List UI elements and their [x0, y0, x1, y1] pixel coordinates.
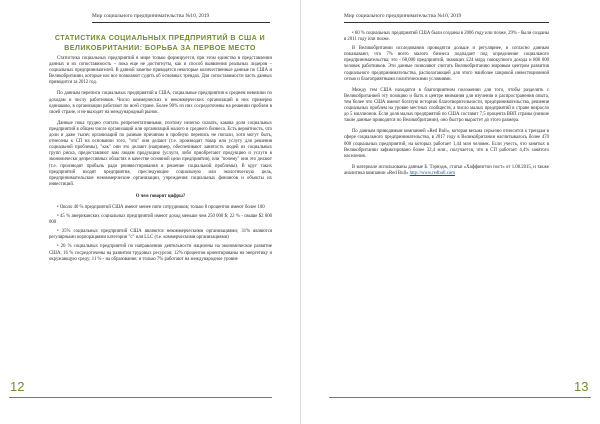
page-number: 13 — [574, 379, 589, 394]
right-page — [300, 0, 600, 424]
paragraph: Данные пока трудно считать репрезентативными, поэтому нелегко сказать, какова доля социальных предприятий в общем числе организаций или организаций малого и среднего бизнеса. Есть вероятность, что доли и даже тысяч организаций по разным причинам в пробную перепись не попали, хотя могут быть, отнесены к СП на основании того, "что" они делают (т.е. производят товар или услугу для решения социальной проблемы), "как" они это делают (например, обеспечивают занятость людей из социальных групп риска, предоставляют вам людям продукцию (услуги, либо приобретают продукцию и услуги в экономически депрессивных областях в качестве основной цели предприятия), или "почему" они это делают (т.е. производят прибыль ради реинвестирования в решение социальной проблемы). В круг таких предприятий входят предприятия, преследующие социальную или экологическую цель, предпринимательские некоммерческие организации, учреждения социальных финансов и объекты их инвестиций. — [49, 120, 272, 187]
header-rule — [344, 22, 549, 23]
footer-rule — [9, 397, 272, 398]
source-link[interactable]: http://www.redbull.com — [409, 170, 455, 176]
page-number: 12 — [10, 379, 25, 394]
running-header: Мир социального предпринимательства №10, 2019 — [92, 13, 210, 19]
paragraph: По данным приводимым компанией «Red Bull», которая весьма серьезно относится к трендам в сфере социального предпринимательства, в 2017 году в Великобритании насчитывалось более 470 000 социальных предприятий, на которых работает 1,44 млн человек. Если учесть, что занятых в Великобритании зафиксировано более 32,4 млн., получается, что в СП работает 4,4% занятого населения. — [344, 129, 549, 159]
left-text-column — [49, 56, 272, 266]
header-rule — [92, 22, 270, 23]
paragraph: В Великобритании исследования проводятся дольше и регулярнее, и согласно данным показывают, что 7% всего малого бизнеса подпадает под определение социального предпринимательства; это - 68,000 предприятий, знающих £24 млрд совокупного дохода и 800 000 человек работников. Эти данные позволяют считать Великобританию мировым центром развития социального предпринимательства, располагающей для этого наиболее широкой инвестиционной сетью и благоприятными политическими условиями. — [344, 46, 549, 82]
bullet-item: • 35% социальных предприятий США являются некоммерческими организациями; 31% являются регулярными корпорациями категории "c" или LLC (т.е. коммерческими организациями) — [49, 229, 272, 241]
paragraph: Между тем США находятся в благоприятном положении для того, чтобы разделить с Великобританией эту позицию и быть в центре внимания для изучения и распространения опыта, тем более что США имеют богатую историю благотворительности, предпринимательства, решения социальных проблем на уровне местных сообществ, а число малых предприятий в стране возросло до 5 миллионов. Если доля малых предприятий по США составит 7,5 процента ВВП страны (низкие такие данные приводятся по Великобритании), оно быстро вырастет до этого размера. — [344, 87, 549, 124]
section-subheading: О чем говорят цифры? — [135, 193, 186, 199]
running-header: Мир социального предпринимательства №10, 2019 — [344, 13, 462, 19]
paragraph: По данным переписи социальных предприятий в США, социальные предприятия в среднем невелики по доходам и числу работников. Число коммерческих и некоммерческих организаций в них примерно одинаково, в организации работают по всей стране. Более 90% из них сосредоточены на решении проблем в своей стране, и не выходят на международный рынок. — [49, 91, 272, 115]
bullet-item: • 20 % социальных предприятий по направлению деятельности нацелены на экономическое развитие США; 16 % сосредоточены на развитии трудовых ресурсов; 12% процентов ориентированы на энергетику и окружающую среду; 11 % - на образование; и только 7% работают на международное уровне — [49, 244, 272, 262]
bullet-item: • Около 40 % предприятий США имеют менее пяти сотрудников; только 8 процентов имеют более 100 — [57, 204, 265, 210]
article-title: СТАТИСТИКА СОЦИАЛЬНЫХ ПРЕДПРИЯТИЙ В США И ВЕЛИКОБРИТАНИИ: БОРЬБА ЗА ПЕРВОЕ МЕСТО — [54, 33, 266, 52]
bullet-item: • 45 % американских социальных предприятий имеют доход меньше чем 250 000 $; 22 % - свыше $2 000 000 — [49, 214, 272, 226]
paragraph: Статистика социальных предприятий в мире только формируется, при этом единство в представлении данных и их сопоставимость – пока еще не достигнуты, как и способ выявления реальных лидеров – социальных предпринимателей. В данной заметке приводятся некоторые количественные данные по США и Великобритании, которые нас все позволяют судить об основных трендах. Для сопоставимости часть данных приводится за 2012 год. — [49, 56, 272, 86]
footer-rule — [329, 397, 591, 398]
sources-note — [344, 165, 549, 177]
right-text-column — [344, 31, 549, 182]
sources-text: В материале использованы данные Б. Тэрнэдж, статьи «Хаффингтон пост» от 1.08.2015, и также аналитика компании «Red Bull» — [344, 164, 549, 176]
bullet-item: • 60 % социальных предприятий США были созданы в 2006 году или позже, 29% - были созданы в 2011 году или позже. — [344, 31, 549, 43]
